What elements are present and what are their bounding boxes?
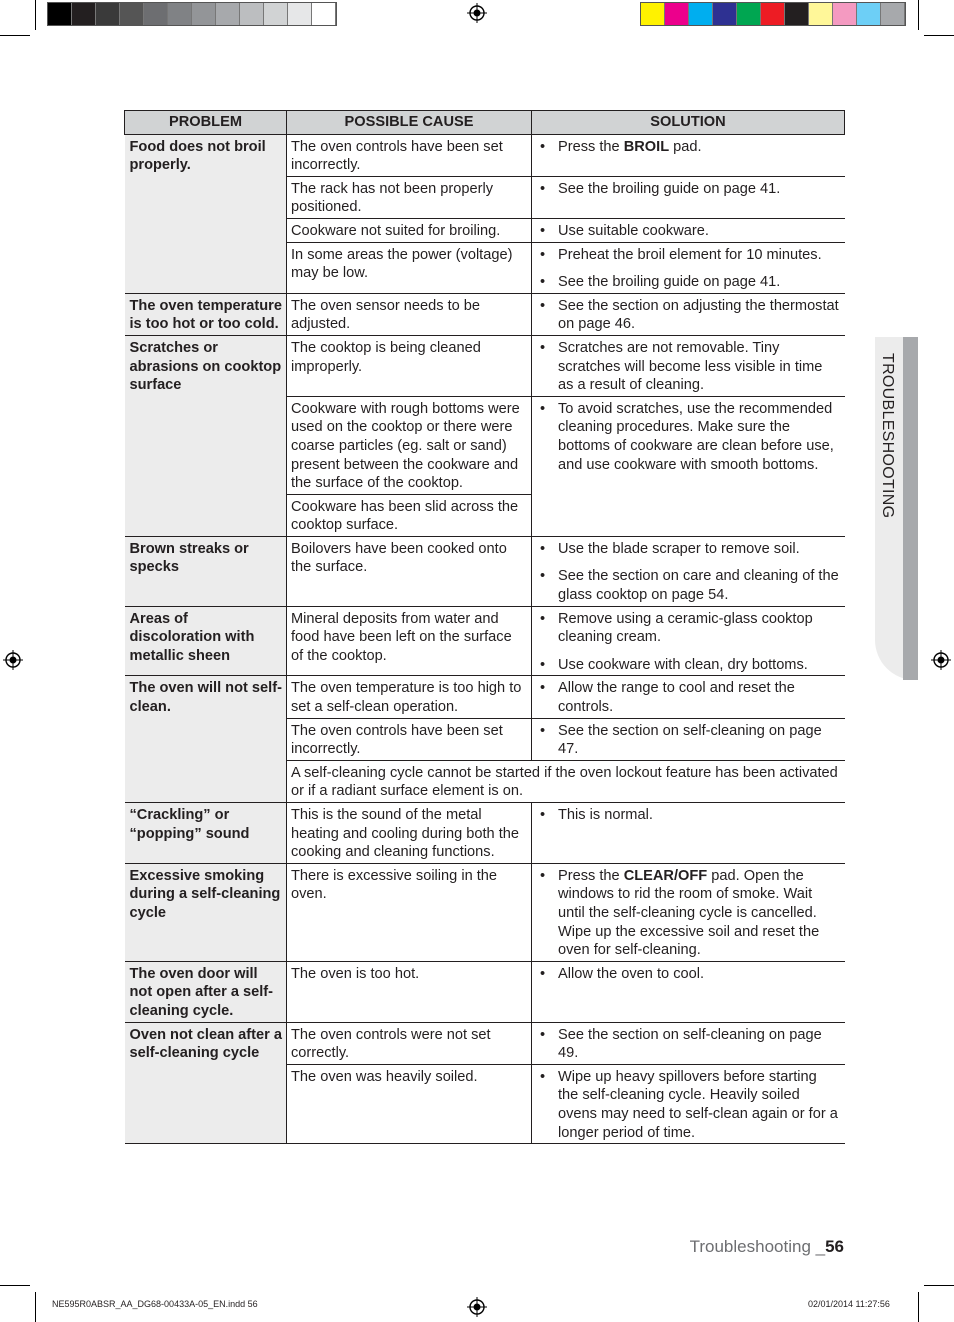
problem-cell: Areas of discoloration with metallic sheen (125, 606, 287, 676)
table-row (125, 961, 845, 1022)
solution-cell: • Remove using a ceramic-glass cooktop cleaning cream. • Use cookware with clean, dry bottoms. (532, 606, 845, 676)
page-footer (690, 1237, 844, 1257)
registration-mark-icon (467, 1297, 487, 1317)
problem-cell: Scratches or abrasions on cooktop surface (125, 335, 287, 536)
gray-swatch (264, 3, 288, 25)
cause-cell: The cooktop is being cleaned improperly. (287, 335, 532, 396)
solution-cell: • Preheat the broil element for 10 minutes. • See the broiling guide on page 41. (532, 242, 845, 293)
solution-text: Remove using a ceramic-glass cooktop cleaning cream. (558, 610, 813, 646)
solution-cell: • Allow the oven to cool. (532, 961, 845, 1022)
cause-cell: Cookware with rough bottoms were used on the cooktop or there were coarse particles (eg. salt or sand) present between the cookware and the surface of the cooktop. (287, 396, 532, 494)
registration-mark-icon (931, 650, 951, 670)
solution-cell: • See the section on self-cleaning on page 47. (532, 718, 845, 760)
solution-text: Preheat the broil element for 10 minutes. (558, 246, 822, 263)
cause-cell: The oven was heavily soiled. (287, 1064, 532, 1143)
cause-cell: Mineral deposits from water and food have been left on the surface of the cooktop. (287, 606, 532, 676)
crop-mark (918, 0, 919, 30)
cause-cell: The oven controls were not set correctly. (287, 1022, 532, 1064)
problem-cell: The oven will not self-clean. (125, 676, 287, 803)
problem-cell: The oven door will not open after a self-cleaning cycle. (125, 961, 287, 1022)
color-swatch (689, 3, 713, 25)
solution-cell: • Allow the range to cool and reset the controls. (532, 676, 845, 718)
slug-filename: NE595R0ABSR_AA_DG68-00433A-05_EN.indd 56 (52, 1299, 258, 1309)
solution-text: Press the CLEAR/OFF pad. Open the windows to rid the room of smoke. Wait until the self-cleaning cycle is cancelled. Wipe up the excessive soil and reset the oven for self-cleaning. (558, 867, 820, 959)
gray-swatch (120, 3, 144, 25)
solution-text: See the section on care and cleaning of the glass cooktop on page 54. (558, 568, 839, 604)
table-row (125, 134, 845, 176)
solution-text: To avoid scratches, use the recommended cleaning procedures. Make sure the bottoms of cookware are clean before use, and use cookware with smooth bottoms. (558, 400, 834, 473)
cause-cell: The oven controls have been set incorrectly. (287, 718, 532, 760)
solution-text: Allow the range to cool and reset the controls. (558, 680, 795, 716)
problem-cell: “Crackling” or “popping” sound (125, 803, 287, 864)
cause-cell: Cookware not suited for broiling. (287, 218, 532, 242)
color-swatch (713, 3, 737, 25)
crop-mark (0, 35, 30, 36)
solution-cell: • This is normal. (532, 803, 845, 864)
problem-cell: Excessive smoking during a self-cleaning cycle (125, 863, 287, 961)
cause-cell: Boilovers have been cooked onto the surface. (287, 536, 532, 606)
note-cell: A self-cleaning cycle cannot be started if the oven lockout feature has been activated or if a radiant surface element is on. (287, 760, 845, 802)
crop-mark (924, 1285, 954, 1286)
side-tab-label: TROUBLESHOOTING (879, 353, 896, 519)
clear-off-pad-label: CLEAR/OFF (623, 867, 708, 884)
side-tab-strip (903, 337, 918, 680)
troubleshooting-table (124, 110, 845, 1144)
crop-mark (924, 35, 954, 36)
cause-cell: This is the sound of the metal heating and cooling during both the cooking and cleaning functions. (287, 803, 532, 864)
problem-cell: Food does not broil properly. (125, 134, 287, 293)
table-row (125, 293, 845, 335)
cause-cell: Cookware has been slid across the cooktop surface. (287, 494, 532, 536)
registration-mark-icon (467, 3, 487, 23)
crop-mark (35, 0, 36, 30)
solution-text: Allow the oven to cool. (558, 965, 705, 982)
solution-cell: • Use suitable cookware. (532, 218, 845, 242)
solution-text: This is normal. (558, 807, 653, 823)
color-swatch (761, 3, 785, 25)
page-number: 56 (825, 1237, 844, 1256)
solution-cell (532, 134, 845, 176)
color-swatch (785, 3, 809, 25)
solution-text: See the section on adjusting the thermostat on page 46. (558, 297, 839, 333)
solution-text: See the section on self-cleaning on page 47. (558, 722, 822, 758)
grayscale-bar (47, 2, 337, 26)
table-row (125, 1022, 845, 1064)
table-row (125, 803, 845, 864)
crop-mark (35, 1292, 36, 1322)
footer-section: Troubleshooting _ (689, 1237, 826, 1256)
color-swatch (857, 3, 881, 25)
problem-cell: Oven not clean after a self-cleaning cycle (125, 1022, 287, 1144)
broil-pad-label: BROIL (623, 138, 670, 155)
slug-date: 02/01/2014 11:27:56 (808, 1299, 890, 1309)
solution-cell: • See the broiling guide on page 41. (532, 176, 845, 218)
header-problem: PROBLEM (125, 111, 287, 135)
solution-cell: • Wipe up heavy spillovers before starting the self-cleaning cycle. Heavily soiled ovens may need to self-clean again or for a longer period of time. (532, 1064, 845, 1143)
crop-mark (918, 1292, 919, 1322)
problem-cell: The oven temperature is too hot or too cold. (125, 293, 287, 335)
gray-swatch (216, 3, 240, 25)
solution-text: Press the BROIL pad. (558, 138, 702, 155)
color-swatch (809, 3, 833, 25)
crop-mark (0, 1285, 30, 1286)
problem-cell: Brown streaks or specks (125, 536, 287, 606)
table-header-row (125, 111, 845, 135)
bullet: • (540, 138, 546, 155)
registration-mark-icon (3, 650, 23, 670)
cause-cell: There is excessive soiling in the oven. (287, 863, 532, 961)
gray-swatch (312, 3, 336, 25)
table-row (125, 606, 845, 676)
solution-text: See the broiling guide on page 41. (558, 274, 781, 291)
solution-text: Use suitable cookware. (558, 222, 709, 239)
solution-cell: • Use the blade scraper to remove soil. • See the section on care and cleaning of the glass cooktop on page 54. (532, 536, 845, 606)
solution-text: Use the blade scraper to remove soil. (558, 540, 800, 557)
solution-text: See the section on self-cleaning on page 49. (558, 1026, 822, 1062)
solution-cell: • See the section on self-cleaning on page 49. (532, 1022, 845, 1064)
color-swatch (641, 3, 665, 25)
color-bar (640, 2, 906, 26)
solution-text: Scratches are not removable. Tiny scratches will become less visible in time as a result of cleaning. (558, 339, 823, 394)
table-row (125, 335, 845, 396)
color-swatch (833, 3, 857, 25)
gray-swatch (288, 3, 312, 25)
header-solution: SOLUTION (532, 111, 845, 135)
cause-cell: The oven controls have been set incorrectly. (287, 134, 532, 176)
gray-swatch (192, 3, 216, 25)
cause-cell: The oven temperature is too high to set a self-clean operation. (287, 676, 532, 718)
solution-text: Use cookware with clean, dry bottoms. (558, 656, 808, 673)
solution-cell: • See the section on adjusting the thermostat on page 46. (532, 293, 845, 335)
gray-swatch (96, 3, 120, 25)
solution-cell: • Scratches are not removable. Tiny scratches will become less visible in time as a result of cleaning. (532, 335, 845, 396)
table-row (125, 536, 845, 606)
solution-text: Wipe up heavy spillovers before starting the self-cleaning cycle. Heavily soiled ovens may need to self-clean again or for a longer period of time. (558, 1068, 838, 1141)
cause-cell: The oven is too hot. (287, 961, 532, 1022)
solution-cell: • To avoid scratches, use the recommended cleaning procedures. Make sure the bottoms of cookware are clean before use, and use cookware with smooth bottoms. (532, 396, 845, 536)
cause-cell: The rack has not been properly positioned. (287, 176, 532, 218)
cause-cell: The oven sensor needs to be adjusted. (287, 293, 532, 335)
gray-swatch (144, 3, 168, 25)
gray-swatch (72, 3, 96, 25)
cause-cell: In some areas the power (voltage) may be low. (287, 242, 532, 293)
gray-swatch (240, 3, 264, 25)
color-swatch (881, 3, 905, 25)
color-swatch (665, 3, 689, 25)
solution-cell: • Press the CLEAR/OFF pad. Open the windows to rid the room of smoke. Wait until the self-cleaning cycle is cancelled. Wipe up the excessive soil and reset the oven for self-cleaning. (532, 863, 845, 961)
gray-swatch (168, 3, 192, 25)
table-row (125, 863, 845, 961)
table-row (125, 676, 845, 718)
gray-swatch (48, 3, 72, 25)
solution-text: See the broiling guide on page 41. (558, 180, 781, 197)
color-swatch (737, 3, 761, 25)
header-cause: POSSIBLE CAUSE (287, 111, 532, 135)
